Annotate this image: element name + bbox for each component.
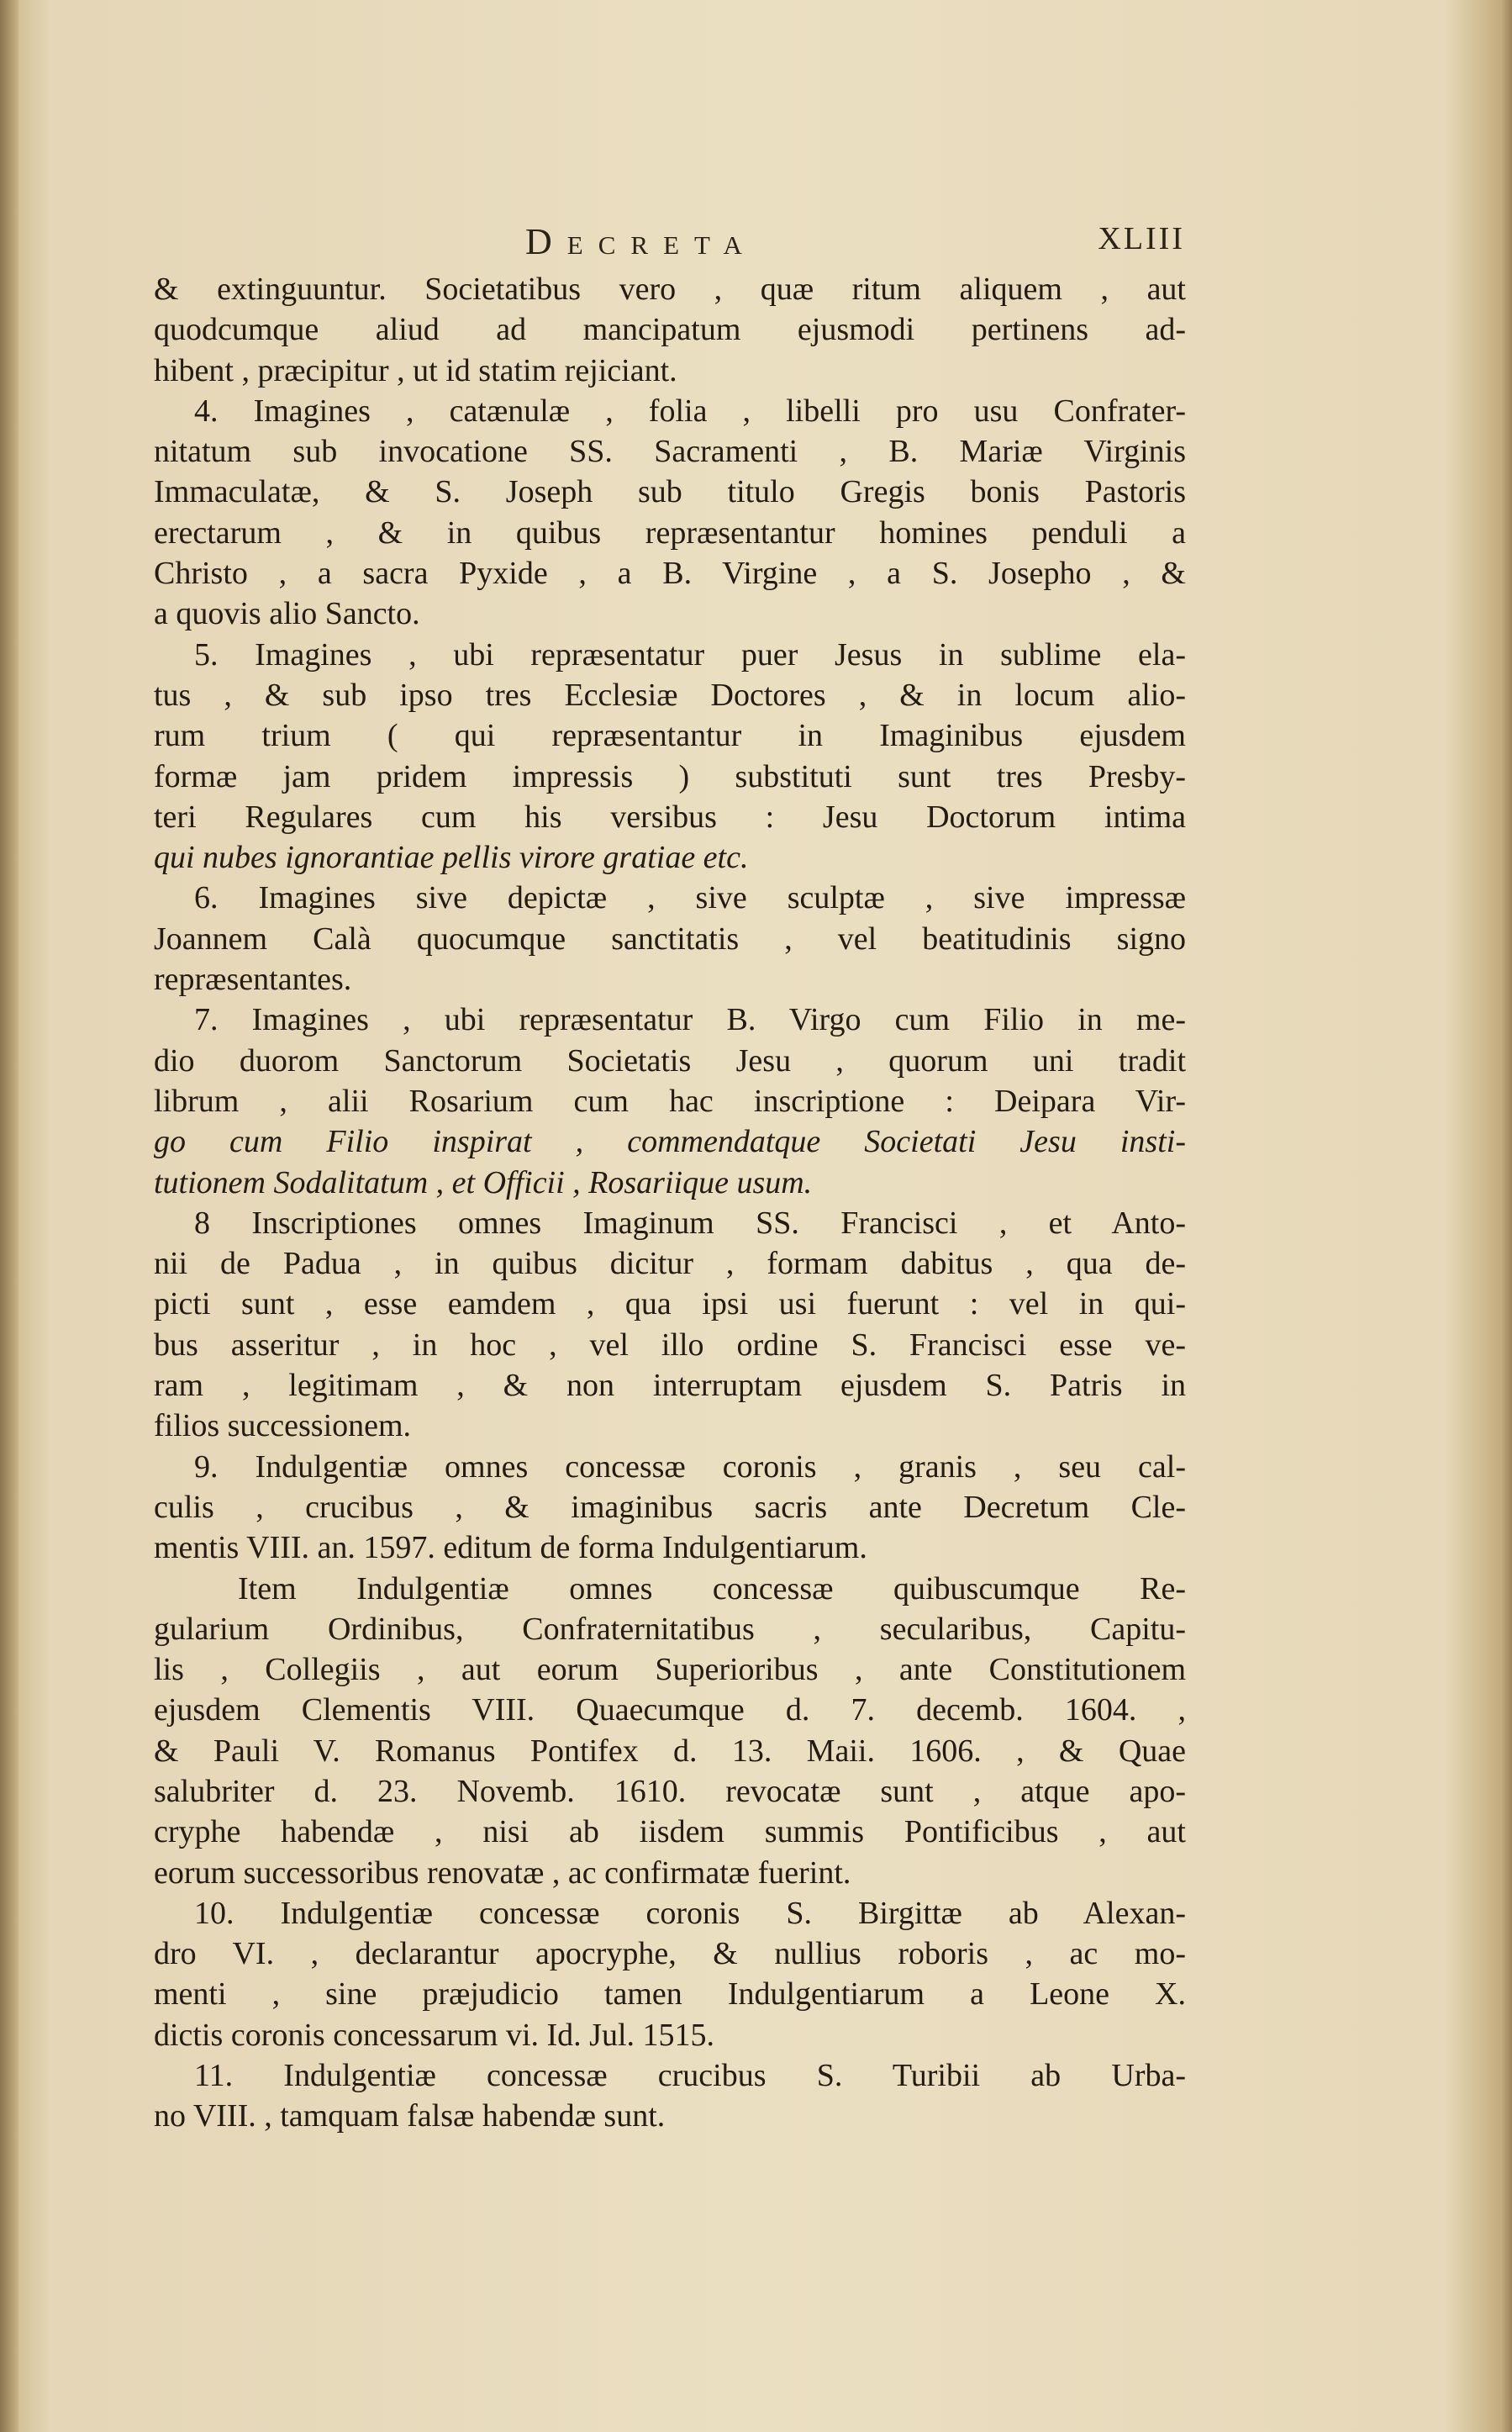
text-line: 8 Inscriptiones omnes Imaginum SS. Francisci , et Anto- xyxy=(194,1205,1186,1241)
text-line: 11. Indulgentiæ concessæ crucibus S. Turibii ab Urba- xyxy=(194,2058,1186,2094)
text-line: picti sunt , esse eamdem , qua ipsi usi fuerunt : vel in qui- xyxy=(154,1286,1186,1322)
text-line: no VIII. , tamquam falsæ habendæ sunt. xyxy=(154,2098,666,2134)
text-line: 6. Imagines sive depictæ , sive sculptæ , sive impressæ xyxy=(194,880,1186,916)
paragraph-11 xyxy=(154,2055,1186,2137)
paragraph-3-continuation xyxy=(154,269,1186,391)
text-line: filios successionem. xyxy=(154,1408,412,1444)
text-line: 10. Indulgentiæ concessæ coronis S. Birgittæ ab Alexan- xyxy=(194,1895,1186,1931)
text-line: quodcumque aliud ad mancipatum ejusmodi pertinens ad- xyxy=(154,312,1186,348)
text-line: mentis VIII. an. 1597. editum de forma Indulgentiarum. xyxy=(154,1530,867,1566)
text-line: dio duorom Sanctorum Societatis Jesu , quorum uni tradit xyxy=(154,1042,1186,1079)
text-line: hibent , præcipitur , ut id statim rejiciant. xyxy=(154,352,677,388)
text-line: lis , Collegiis , aut eorum Superioribus , ante Constitutionem xyxy=(154,1652,1186,1688)
paragraph-5 xyxy=(154,635,1186,878)
paragraph-9 xyxy=(154,1447,1186,1569)
page-header xyxy=(155,220,1185,271)
text-line: nii de Padua , in quibus dicitur , formam dabitus , qua de- xyxy=(154,1246,1186,1282)
text-line: gularium Ordinibus, Confraternitatibus , secularibus, Capitu- xyxy=(154,1611,1186,1647)
text-line: rum trium ( qui repræsentantur in Imaginibus ejusdem xyxy=(154,718,1186,754)
text-line: teri Regulares cum his versibus : Jesu Doctorum intima xyxy=(154,799,1186,835)
text-line: 9. Indulgentiæ omnes concessæ coronis , granis , seu cal- xyxy=(194,1448,1186,1485)
paragraph-7 xyxy=(154,1000,1186,1202)
text-line: formæ jam pridem impressis ) substituti sunt tres Presby- xyxy=(154,758,1186,794)
text-line: go cum Filio inspirat , commendatque Societati Jesu insti- xyxy=(154,1124,1186,1160)
page-edge xyxy=(1500,0,1512,2432)
text-line: a quovis alio Sancto. xyxy=(154,596,420,632)
paragraph-6 xyxy=(154,878,1186,1000)
text-line: menti , sine præjudicio tamen Indulgentiarum a Leone X. xyxy=(154,1976,1186,2013)
text-line: & extinguuntur. Societatibus vero , quæ ritum aliquem , aut xyxy=(154,272,1186,307)
text-line: erectarum , & in quibus repræsentantur homines penduli a xyxy=(154,514,1186,551)
text-line: 5. Imagines , ubi repræsentatur puer Jesus in sublime ela- xyxy=(194,636,1186,673)
text-line: bus asseritur , in hoc , vel illo ordine S. Francisci esse ve- xyxy=(154,1327,1186,1363)
text-line: cryphe habendæ , nisi ab iisdem summis Pontificibus , aut xyxy=(154,1814,1186,1850)
text-line: Christo , a sacra Pyxide , a B. Virgine , a S. Josepho , & xyxy=(154,556,1186,592)
text-line: Immaculatæ, & S. Joseph sub titulo Gregis bonis Pastoris xyxy=(154,474,1186,510)
page-number: XLIII xyxy=(1098,221,1185,256)
text-line: dro VI. , declarantur apocryphe, & nullius roboris , ac mo- xyxy=(154,1936,1186,1972)
text-line: 7. Imagines , ubi repræsentatur B. Virgo cum Filio in me- xyxy=(194,1002,1186,1038)
text-line: dictis coronis concessarum vi. Id. Jul. 1515. xyxy=(154,2017,715,2053)
text-line: nitatum sub invocatione SS. Sacramenti , B. Mariæ Virginis xyxy=(154,434,1186,470)
text-line: tutionem Sodalitatum , et Officii , Rosariique usum. xyxy=(154,1164,813,1200)
text-line: librum , alii Rosarium cum hac inscriptione : Deipara Vir- xyxy=(154,1083,1186,1119)
text-line: Joannem Calà quocumque sanctitatis , vel beatitudinis signo xyxy=(154,921,1186,957)
text-line: ejusdem Clementis VIII. Quaecumque d. 7. decemb. 1604. , xyxy=(154,1692,1186,1728)
text-line: culis , crucibus , & imaginibus sacris ante Decretum Cle- xyxy=(154,1489,1186,1525)
paragraph-9-item xyxy=(154,1569,1186,1893)
text-line: 4. Imagines , catænulæ , folia , libelli pro usu Confrater- xyxy=(194,393,1186,429)
text-line: tus , & sub ipso tres Ecclesiæ Doctores , & in locum alio- xyxy=(154,677,1186,713)
text-line: Item Indulgentiæ omnes concessæ quibuscumque Re- xyxy=(238,1570,1186,1606)
text-line: eorum successoribus renovatæ , ac confirmatæ fuerint. xyxy=(154,1854,851,1891)
text-line: repræsentantes. xyxy=(154,962,352,998)
text-line: qui nubes ignorantiae pellis virore gratiae etc. xyxy=(154,840,749,876)
paragraph-10 xyxy=(154,1893,1186,2055)
paragraph-8 xyxy=(154,1203,1186,1447)
body-text xyxy=(154,269,1186,2137)
text-line: ram , legitimam , & non interruptam ejusdem S. Patris in xyxy=(154,1368,1186,1404)
paragraph-4 xyxy=(154,391,1186,635)
running-title: Decreta xyxy=(525,221,757,262)
page-gutter-shadow xyxy=(0,0,18,2432)
text-line: & Pauli V. Romanus Pontifex d. 13. Maii. 1606. , & Quae xyxy=(154,1733,1186,1769)
text-line: salubriter d. 23. Novemb. 1610. revocatæ sunt , atque apo- xyxy=(154,1773,1186,1809)
